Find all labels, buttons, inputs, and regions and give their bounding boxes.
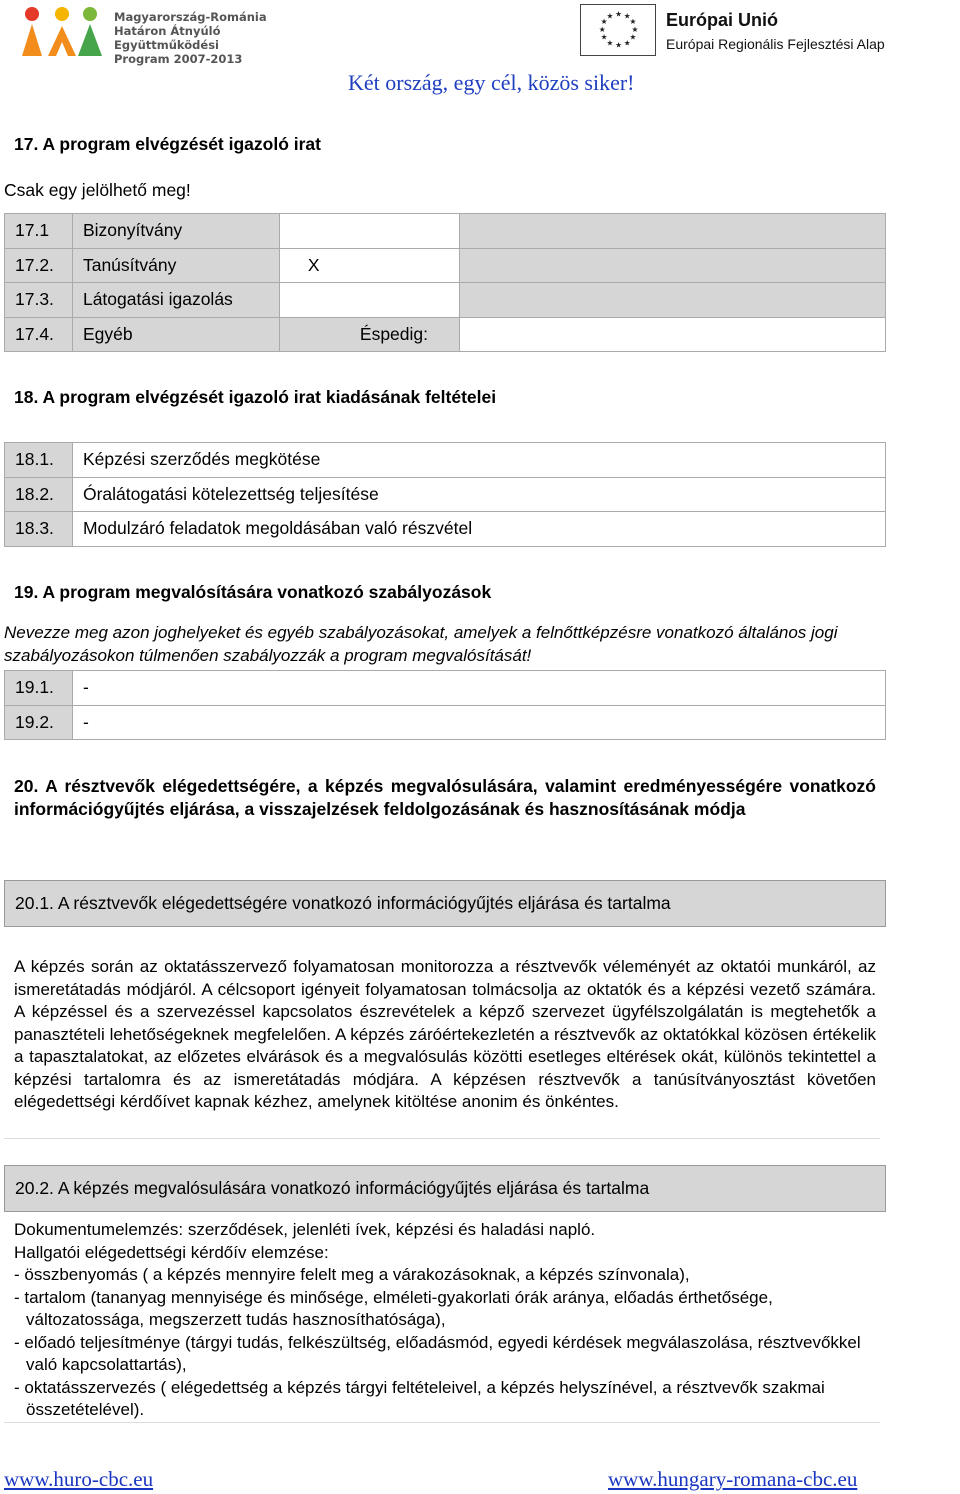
row-label: Tanúsítvány: [72, 248, 279, 283]
list-item: - tartalom (tananyag mennyisége és minősége, elméleti-gyakorlati órák aránya, előadás érthetősége, változatossága, megszerzett tudás hasznosíthatósága),: [14, 1287, 773, 1329]
row-number: 17.2.: [5, 248, 73, 283]
footer-link-hungary-romania[interactable]: www.hungary-romana-cbc.eu: [608, 1467, 858, 1491]
table-row: [5, 214, 886, 249]
row-filler: [459, 248, 885, 283]
row-mark-cell: Éspedig:: [279, 317, 459, 352]
svg-text:★: ★: [606, 38, 614, 48]
eu-flag-icon: [580, 4, 656, 56]
svg-text:★: ★: [623, 11, 631, 21]
list-item: - előadó teljesítménye (tárgyi tudás, felkészültség, előadásmód, egyedi kérdések megválaszolása, résztvevőkkel való kapcsolattartás),: [14, 1332, 861, 1374]
row-number: 18.2.: [5, 477, 73, 512]
section-20-2-title: 20.2. A képzés megvalósulására vonatkozó információgyűjtés eljárása és tartalma: [4, 1165, 886, 1212]
svg-text:★: ★: [629, 32, 637, 42]
section-19-instruction-line-1: Nevezze meg azon joghelyeket és egyéb szabályozásokat, amelyek a felnőttképzésre vonatkozó általános jogi: [4, 623, 838, 642]
row-number: 19.2.: [5, 705, 73, 740]
row-number: 19.1.: [5, 671, 73, 706]
svg-text:★: ★: [629, 17, 637, 27]
svg-text:★: ★: [623, 38, 631, 48]
eu-logo: [580, 4, 910, 58]
program-logo-line-3: Program 2007-2013: [114, 52, 243, 66]
row-label: Egyéb: [72, 317, 279, 352]
eu-subtitle: Európai Regionális Fejlesztési Alap: [666, 36, 885, 52]
row-number: 17.1: [5, 214, 73, 249]
eu-title: Európai Unió: [666, 10, 778, 30]
row-number: 18.1.: [5, 443, 73, 478]
row-mark-cell[interactable]: X: [279, 248, 459, 283]
program-logo-line-2: Határon Átnyúló Együttműködési: [114, 24, 221, 52]
section-17-heading: 17. A program elvégzését igazoló irat: [14, 134, 321, 154]
page-header: [0, 0, 960, 100]
svg-text:★: ★: [615, 40, 623, 50]
row-label: Látogatási igazolás: [72, 283, 279, 318]
table-row: [5, 443, 886, 478]
table-row: [5, 283, 886, 318]
program-logo: [14, 4, 314, 66]
section-19-instruction-line-2: szabályozásokon túlmenően szabályozzák a program megvalósítását!: [4, 646, 532, 665]
section-17-instruction: Csak egy jelölhető meg!: [4, 180, 191, 200]
divider: [4, 1422, 880, 1423]
slogan: Két ország, egy cél, közös siker!: [348, 70, 635, 95]
section-20-1-title: 20.1. A résztvevők elégedettségére vonatkozó információgyűjtés eljárása és tartalma: [4, 880, 886, 927]
row-label: Óralátogatási kötelezettség teljesítése: [72, 477, 885, 512]
row-value[interactable]: -: [72, 671, 885, 706]
row-mark-cell[interactable]: [279, 214, 459, 249]
svg-text:★: ★: [615, 9, 623, 19]
row-value[interactable]: -: [72, 705, 885, 740]
program-logo-line-1: Magyarország-Románia: [114, 10, 267, 24]
table-row: [5, 317, 886, 352]
divider: [4, 1138, 880, 1139]
section-19-instruction: [4, 621, 959, 667]
table-row: [5, 248, 886, 283]
table-row: [5, 512, 886, 547]
row-label: Képzési szerződés megkötése: [72, 443, 885, 478]
svg-text:★: ★: [606, 11, 614, 21]
table-row: [5, 705, 886, 740]
svg-text:★: ★: [631, 24, 639, 34]
table-row: [5, 477, 886, 512]
footer-link-huro[interactable]: www.huro-cbc.eu: [4, 1467, 154, 1491]
svg-text:★: ★: [600, 32, 608, 42]
row-filler: [459, 283, 885, 318]
row-number: 18.3.: [5, 512, 73, 547]
row-filler: [459, 214, 885, 249]
row-label: Bizonyítvány: [72, 214, 279, 249]
row-number: 17.4.: [5, 317, 73, 352]
svg-text:★: ★: [598, 24, 606, 34]
svg-text:★: ★: [600, 17, 608, 27]
section-20-2-line: Dokumentumelemzés: szerződések, jelenléti ívek, képzési és haladási napló.: [14, 1220, 596, 1239]
section-20-2-content: [14, 1219, 884, 1422]
section-18-table: [4, 442, 886, 547]
row-other-input[interactable]: [459, 317, 885, 352]
section-18-heading: 18. A program elvégzését igazoló irat kiadásának feltételei: [14, 387, 497, 407]
section-20-2-line: Hallgatói elégedettségi kérdőív elemzése:: [14, 1242, 329, 1262]
section-17-table: [4, 213, 886, 352]
program-logo-mark-icon: [18, 4, 106, 58]
section-19-table: [4, 670, 886, 740]
section-19-heading: 19. A program megvalósítására vonatkozó szabályozások: [14, 582, 492, 602]
table-row: [5, 671, 886, 706]
list-item: - oktatásszervezés ( elégedettség a képzés tárgyi feltételeivel, a képzés helyszínével, a résztvevők szakmai összetételével).: [14, 1377, 825, 1419]
section-20-heading: 20. A résztvevők elégedettségére, a képzés megvalósulására, valamint eredményességére vonatkozó információgyűjtés eljárása, a visszajelzések feldolgozásának és hasznosításának módja: [14, 776, 876, 819]
row-label: Modulzáró feladatok megoldásában való részvétel: [72, 512, 885, 547]
row-mark-cell[interactable]: [279, 283, 459, 318]
list-item: - összbenyomás ( a képzés mennyire felelt meg a várakozásoknak, a képzés színvonala),: [14, 1265, 690, 1284]
row-number: 17.3.: [5, 283, 73, 318]
section-20-1-text: A képzés során az oktatásszervező folyamatosan monitorozza a résztvevők véleményét az oktatói munkáról, az ismeretátadás módjáról. A célcsoport igényeit folyamatosan tolmácsolja az oktatók és a képzési vezető számára. A képzéssel és a szervezéssel kapcsolatos észrevételek a képző szervezet ügyfélszolgálatán is megtehetők a panasztételi lehetőségeknek megfelelően. A képzés záróértekezletén a résztvevők az oktatókkal közösen értékelik a tapasztalatokat, az előzetes elvárások és a megvalósulás közötti esetleges eltérések okát, különös tekintettel a képzési tartalomra és az ismeretátadás módjára. A képzésen résztvevők a tanúsítványosztást követően elégedettségi kérdőívet kapnak kézhez, amelynek kitöltése anonim és önkéntes.: [14, 957, 876, 1111]
